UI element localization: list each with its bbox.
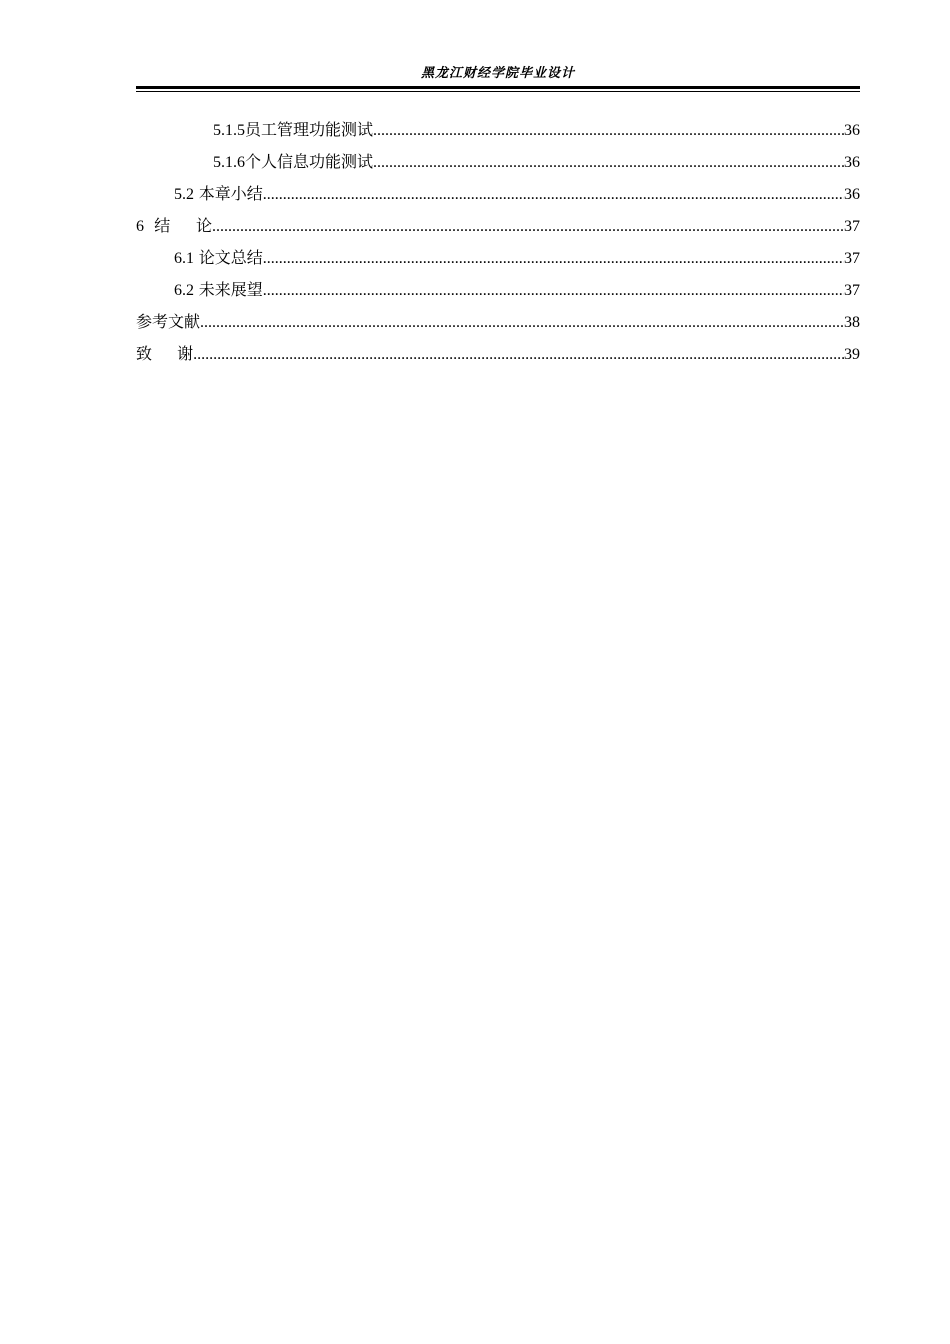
toc-entry-title-part-2: 谢 xyxy=(177,344,194,363)
toc-entry-title-part-1: 结 xyxy=(154,216,171,235)
toc-entry-page: 37 xyxy=(844,218,860,235)
toc-entry-page: 36 xyxy=(844,186,860,203)
toc-entry-number: 6.2 xyxy=(174,282,194,299)
toc-entry-number: 6.1 xyxy=(174,250,194,267)
toc-dot-leader xyxy=(263,279,844,303)
toc-entry-6-2[interactable] xyxy=(136,278,860,310)
toc-entry-6-1[interactable] xyxy=(136,246,860,278)
toc-entry-title: 参考文献 xyxy=(136,312,201,331)
toc-entry-title: 论文总结 xyxy=(198,248,263,267)
toc-dot-leader xyxy=(263,247,844,271)
toc-entry-page: 36 xyxy=(844,154,860,171)
toc-entry-acknowledgements[interactable] xyxy=(136,342,860,374)
toc-entry-5-1-6[interactable] xyxy=(136,150,860,182)
toc-entry-title: 未来展望 xyxy=(198,280,263,299)
toc-dot-leader xyxy=(373,151,844,175)
toc-dot-leader xyxy=(263,183,844,207)
toc-entry-title: 员工管理功能测试 xyxy=(245,120,374,139)
toc-entry-6[interactable] xyxy=(136,214,860,246)
toc-entry-5-2[interactable] xyxy=(136,182,860,214)
toc-dot-leader xyxy=(212,215,844,239)
toc-entry-references[interactable] xyxy=(136,310,860,342)
toc-entry-title: 本章小结 xyxy=(198,184,263,203)
toc-entry-title: 个人信息功能测试 xyxy=(245,152,374,171)
toc-entry-page: 37 xyxy=(844,282,860,299)
header-rule-thick xyxy=(136,86,860,89)
toc-entry-number: 6 xyxy=(136,218,144,235)
table-of-contents xyxy=(136,118,860,374)
toc-entry-page: 36 xyxy=(844,122,860,139)
toc-dot-leader xyxy=(373,119,844,143)
toc-entry-page: 39 xyxy=(844,346,860,363)
toc-entry-page: 38 xyxy=(844,314,860,331)
toc-entry-number: 5.2 xyxy=(174,186,194,203)
toc-entry-title-part-2: 论 xyxy=(195,216,212,235)
toc-dot-leader xyxy=(193,343,844,367)
header-rule-thin xyxy=(136,91,860,92)
toc-entry-page: 37 xyxy=(844,250,860,267)
toc-entry-number: 5.1.6 xyxy=(213,154,245,171)
toc-entry-5-1-5[interactable] xyxy=(136,118,860,150)
toc-entry-title-part-1: 致 xyxy=(136,344,153,363)
toc-dot-leader xyxy=(200,311,844,335)
toc-entry-number: 5.1.5 xyxy=(213,122,245,139)
running-header: 黑龙江财经学院毕业设计 xyxy=(420,66,575,81)
